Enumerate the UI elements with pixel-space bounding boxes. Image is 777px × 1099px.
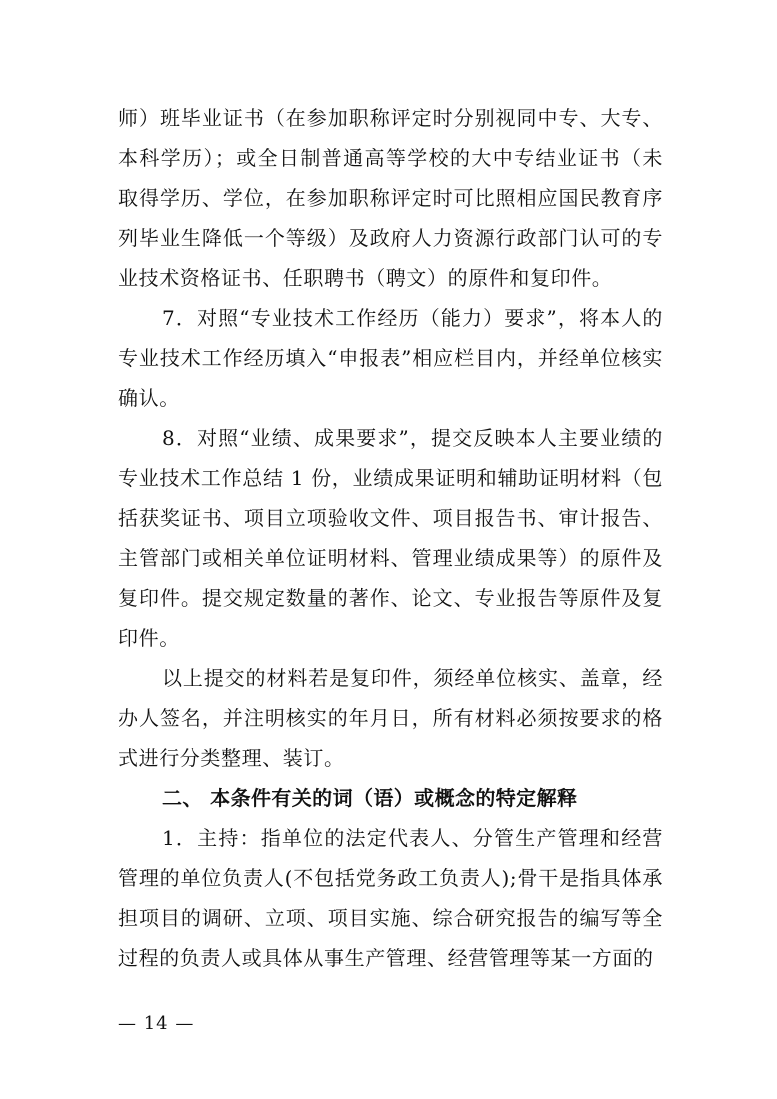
paragraph-continuation: 师）班毕业证书（在参加职称评定时分别视同中专、大专、本科学历）；或全日制普通高等学校的大中专结业证书（未取得学历、学位，在参加职称评定时可比照相应国民教育序列毕业生降低一个等级）及政府人力资源行政部门认可的专业技术资格证书、任职聘书（聘文）的原件和复印件。 xyxy=(118,106,663,290)
paragraph-materials-note: 以上提交的材料若是复印件，须经单位核实、盖章，经办人签名，并注明核实的年月日，所有材料必须按要求的格式进行分类整理、装订。 xyxy=(118,666,663,770)
paragraph-item-7: 7．对照“专业技术工作经历（能力）要求”，将本人的专业技术工作经历填入“申报表”相应栏目内，并经单位核实确认。 xyxy=(118,306,663,410)
document-body xyxy=(118,98,663,978)
section-heading: 二、 本条件有关的词（语）或概念的特定解释 xyxy=(162,786,578,810)
page-number: — 14 — xyxy=(118,1013,195,1034)
paragraph-definition-1: 1．主持：指单位的法定代表人、分管生产管理和经营管理的单位负责人(不包括党务政工负责人);骨干是指具体承担项目的调研、立项、项目实施、综合研究报告的编写等全过程的负责人或具体从事生产管理、经营管理等某一方面的 xyxy=(118,826,663,970)
paragraph-item-8: 8．对照“业绩、成果要求”，提交反映本人主要业绩的专业技术工作总结 1 份，业绩成果证明和辅助证明材料（包括获奖证书、项目立项验收文件、项目报告书、审计报告、主管部门或相关单位证明材料、管理业绩成果等）的原件及复印件。提交规定数量的著作、论文、专业报告等原件及复印件。 xyxy=(118,426,663,650)
